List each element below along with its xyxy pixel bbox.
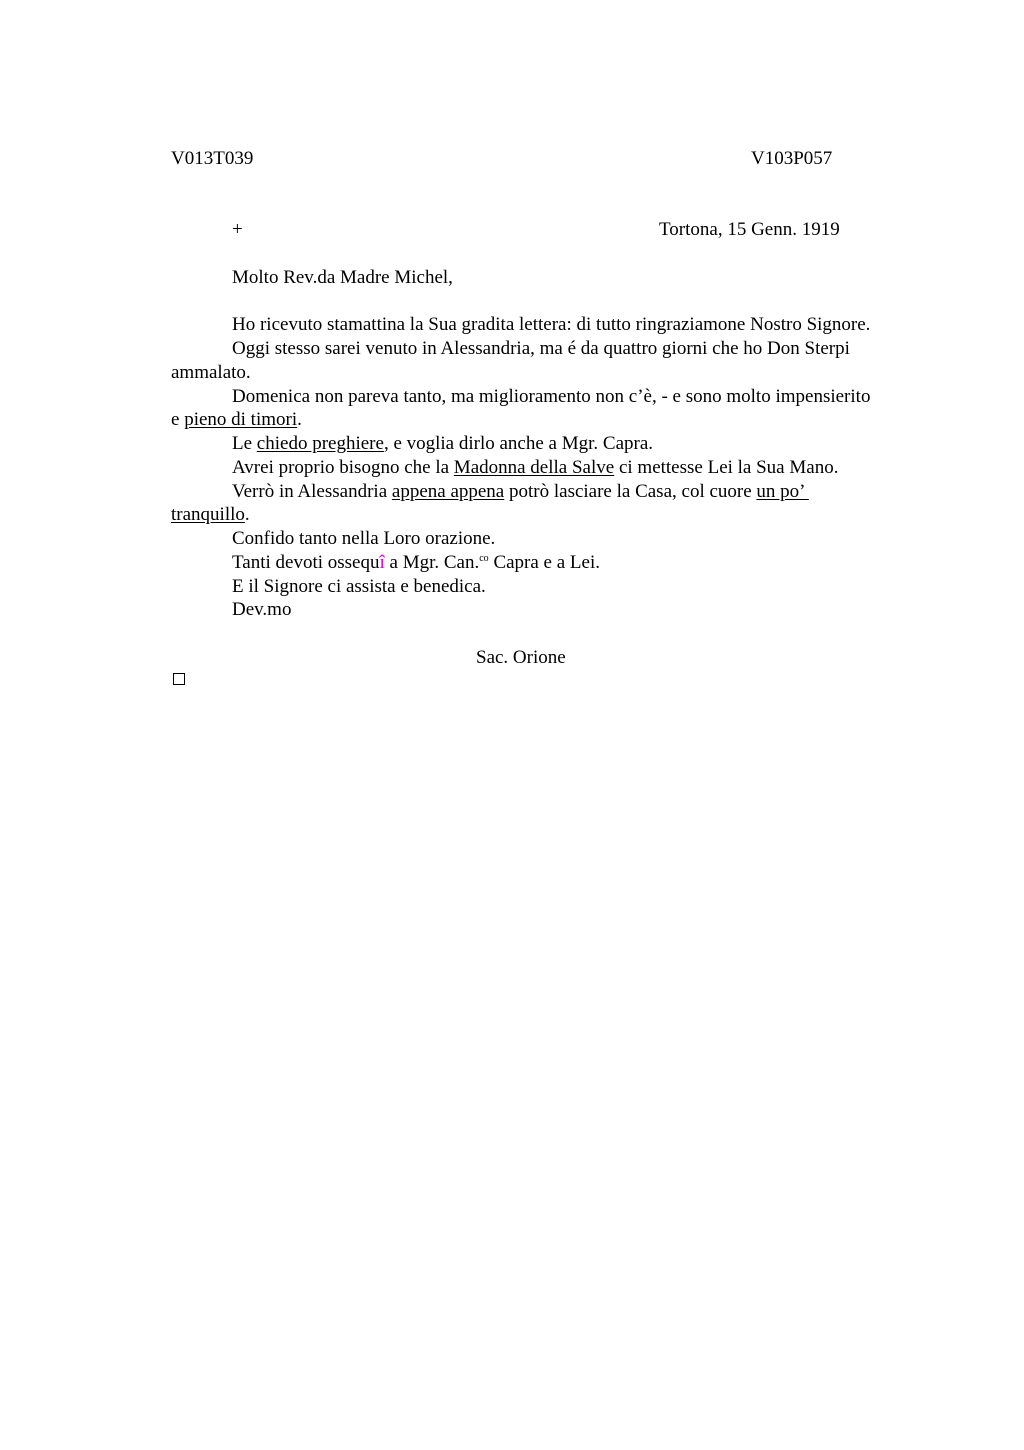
letter-line-5: e pieno di timori. — [171, 409, 302, 430]
letter-line-6: Le chiedo preghiere, e voglia dirlo anche a Mgr. Capra. — [232, 433, 654, 454]
letter-line-1: Ho ricevuto stamattina la Sua gradita lettera: di tutto ringraziamone Nostro Signore. — [232, 314, 871, 335]
document-code-right: V103P057 — [751, 148, 833, 169]
letter-line-11: Tanti devoti ossequî a Mgr. Can.$^{co}$ Capra e a Lei. — [232, 552, 600, 573]
salutation: Molto Rev.da Madre Michel, — [232, 267, 453, 288]
letter-line-13: Dev.mo — [232, 599, 292, 620]
checkbox-square-icon — [173, 673, 185, 685]
place-date: Tortona, 15 Genn. 1919 — [659, 219, 840, 240]
underlined-phrase: pieno di timori — [184, 409, 298, 430]
cross-symbol: + — [232, 219, 243, 240]
letter-line-9: tranquillo. — [171, 504, 250, 525]
underlined-phrase: un po’ — [756, 481, 809, 502]
letter-line-7: Avrei proprio bisogno che la Madonna della Salve ci mettesse Lei la Sua Mano. — [232, 457, 839, 478]
highlighted-character: î — [379, 552, 385, 573]
signature: Sac. Orione — [476, 647, 566, 668]
underlined-phrase: appena appena — [391, 481, 505, 502]
letter-line-3: ammalato. — [171, 362, 251, 383]
letter-line-8: Verrò in Alessandria appena appena potrò lasciare la Casa, col cuore un po’ — [232, 481, 809, 502]
underlined-phrase: tranquillo — [171, 504, 245, 525]
letter-line-2: Oggi stesso sarei venuto in Alessandria, ma é da quattro giorni che ho Don Sterpi — [232, 338, 850, 359]
superscript: co — [479, 553, 489, 564]
underlined-phrase: chiedo preghiere — [256, 433, 384, 454]
letter-line-12: E il Signore ci assista e benedica. — [232, 576, 486, 597]
underlined-phrase: Madonna della Salve — [453, 457, 615, 478]
letter-line-4: Domenica non pareva tanto, ma miglioramento non c’è, - e sono molto impensierito — [232, 386, 871, 407]
document-code-left: V013T039 — [171, 148, 254, 169]
letter-line-10: Confido tanto nella Loro orazione. — [232, 528, 496, 549]
